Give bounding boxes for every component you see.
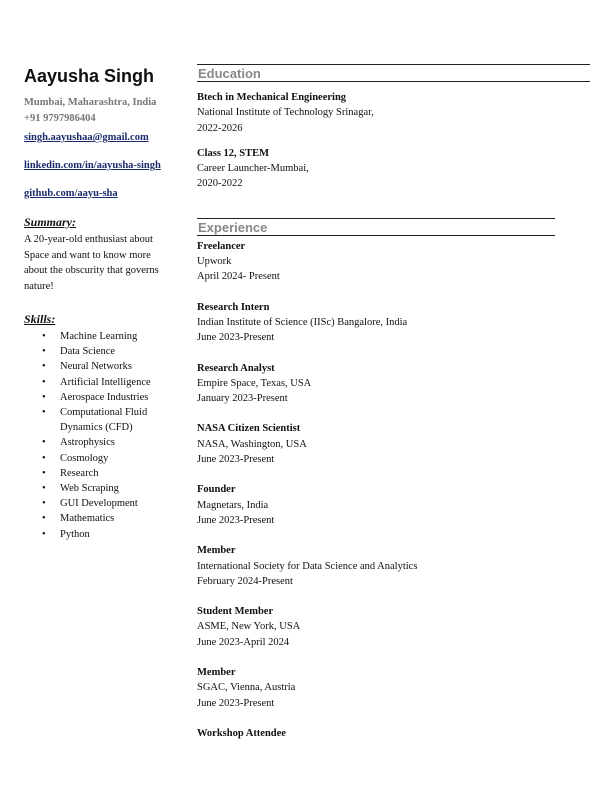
experience-entry [197, 239, 590, 285]
sidebar [24, 66, 176, 542]
entry-dates: June 2023-Present [197, 514, 275, 526]
entry-title: Research Analyst [197, 362, 275, 374]
summary-text: A 20-year-old enthusiast about Space and want to know more about the obscurity that governs nature! [24, 234, 159, 292]
entry-title: Research Intern [197, 301, 270, 313]
entry-org: International Society for Data Science and Analytics [197, 560, 418, 572]
entry-org: ASME, New York, USA [197, 621, 301, 633]
entry-title: Member [197, 667, 236, 679]
experience-heading: Experience [197, 218, 555, 236]
entry-org: SGAC, Vienna, Austria [197, 682, 296, 694]
skill-item: • Data Science [60, 344, 176, 359]
entry-title: Freelancer [197, 240, 246, 252]
education-entry [197, 146, 590, 192]
skill-item: • Machine Learning [60, 329, 176, 344]
entry-dates: June 2023-April 2024 [197, 636, 290, 648]
entry-org: Indian Institute of Science (IISc) Bangalore, India [197, 316, 408, 328]
entry-dates: January 2023-Present [197, 393, 288, 405]
skill-item: • GUI Development [60, 496, 176, 511]
experience-entry [197, 543, 590, 589]
entry-org: Career Launcher-Mumbai, [197, 163, 309, 175]
location: Mumbai, Maharashtra, India [24, 97, 157, 108]
experience-entry [197, 300, 590, 346]
phone-number: +91 9797986404 [24, 113, 96, 124]
entry-dates: June 2023-Present [197, 454, 275, 466]
skill-item: • Research [60, 466, 176, 481]
entry-title: Student Member [197, 606, 274, 618]
candidate-name: Aayusha Singh [24, 66, 155, 86]
skill-item: • Artificial Intelligence [60, 375, 176, 390]
entry-title: Member [197, 545, 236, 557]
email-link[interactable]: singh.aayushaa@gmail.com [24, 132, 149, 143]
entry-org: NASA, Washington, USA [197, 438, 307, 450]
education-list [197, 90, 590, 192]
skill-item: • Computational Fluid Dynamics (CFD) [60, 405, 176, 435]
skill-item: • Cosmology [60, 451, 176, 466]
education-heading: Education [197, 64, 590, 82]
entry-title: Btech in Mechanical Engineering [197, 92, 347, 103]
skill-item: • Web Scraping [60, 481, 176, 496]
linkedin-link[interactable]: linkedin.com/in/aayusha-singh [24, 160, 161, 171]
entry-title: Class 12, STEM [197, 147, 270, 159]
education-entry [197, 90, 590, 136]
experience-entry [197, 665, 590, 711]
entry-dates: June 2023-Present [197, 332, 275, 344]
skill-item: • Astrophysics [60, 435, 176, 450]
experience-entry [197, 726, 590, 741]
entry-org: National Institute of Technology Srinagar, [197, 107, 374, 119]
entry-org: Empire Space, Texas, USA [197, 377, 312, 389]
entry-dates: 2020-2022 [197, 178, 243, 190]
entry-title: Founder [197, 484, 236, 496]
entry-dates: June 2023-Present [197, 697, 275, 709]
github-link[interactable]: github.com/aayu-sha [24, 188, 118, 199]
experience-list [197, 239, 590, 741]
skill-item: • Mathematics [60, 511, 176, 526]
skill-item: • Neural Networks [60, 359, 176, 374]
entry-dates: April 2024- Present [197, 271, 280, 283]
main-content [197, 64, 590, 756]
experience-entry [197, 421, 590, 467]
entry-org: Magnetars, India [197, 499, 269, 511]
summary-heading: Summary: [24, 215, 77, 229]
experience-entry [197, 604, 590, 650]
entry-dates: February 2024-Present [197, 575, 293, 587]
skill-item: • Aerospace Industries [60, 390, 176, 405]
entry-title: Workshop Attendee [197, 727, 286, 739]
entry-dates: 2022-2026 [197, 122, 243, 134]
experience-entry [197, 482, 590, 528]
entry-org: Upwork [197, 256, 232, 268]
skills-heading: Skills: [24, 312, 56, 326]
skill-item: • Python [60, 527, 176, 542]
experience-entry [197, 361, 590, 407]
entry-title: NASA Citizen Scientist [197, 423, 301, 435]
skills-list [24, 329, 176, 542]
